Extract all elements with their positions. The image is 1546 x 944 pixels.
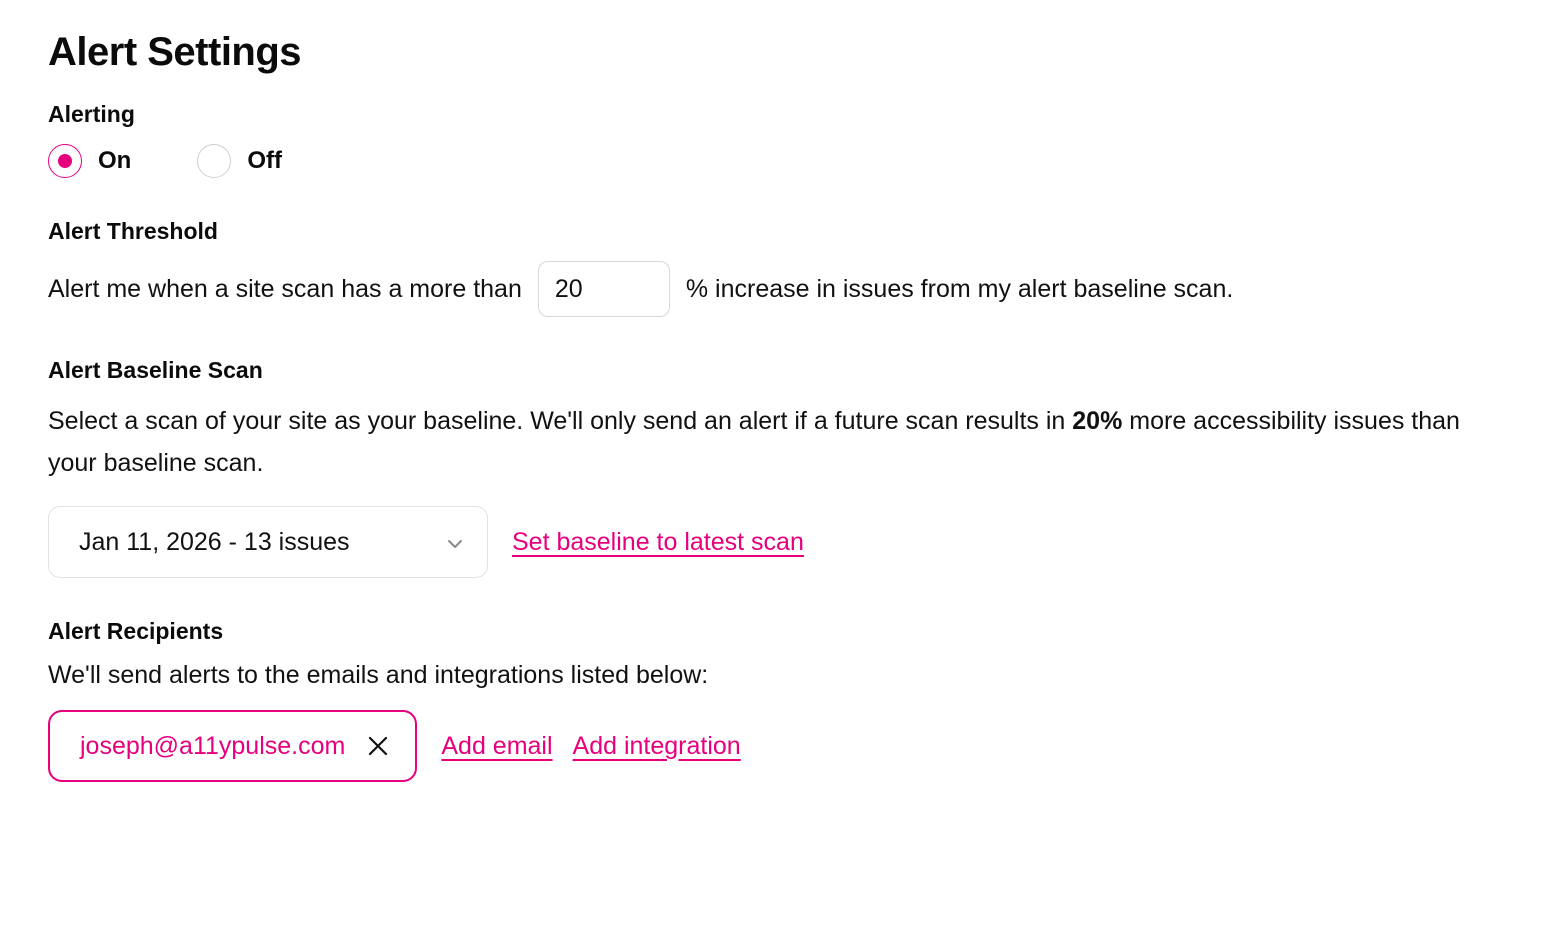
recipient-links <box>441 732 740 761</box>
recipient-chip[interactable] <box>48 710 417 782</box>
recipient-email-label: joseph@a11ypulse.com <box>80 731 346 760</box>
baseline-scan-select[interactable] <box>48 506 488 578</box>
baseline-scan-selected-value: Jan 11, 2026 - 13 issues <box>79 527 350 556</box>
alert-baseline-section <box>48 357 1498 578</box>
radio-off-icon[interactable] <box>197 144 231 178</box>
alert-baseline-controls <box>48 506 1498 578</box>
chevron-down-icon <box>445 532 465 552</box>
add-integration-link[interactable]: Add integration <box>572 731 741 760</box>
threshold-text-before: Alert me when a site scan has a more than <box>48 274 522 303</box>
alert-threshold-section <box>48 218 1498 317</box>
alert-baseline-description <box>48 400 1498 484</box>
radio-on-icon[interactable] <box>48 144 82 178</box>
threshold-text-after: % increase in issues from my alert baseline scan. <box>685 274 1234 303</box>
alerting-option-on-label: On <box>98 147 132 174</box>
baseline-desc-bold: 20% <box>1072 407 1123 435</box>
alerting-section <box>48 101 1498 178</box>
alert-baseline-heading: Alert Baseline Scan <box>48 357 263 383</box>
alert-threshold-row <box>48 261 1498 317</box>
alerting-heading: Alerting <box>48 101 135 127</box>
baseline-desc-part1: Select a scan of your site as your baseline. We'll only send an alert if a future scan results in <box>48 407 1073 435</box>
set-baseline-to-latest-scan-link[interactable]: Set baseline to latest scan <box>512 527 804 556</box>
page-title: Alert Settings <box>48 30 302 74</box>
alert-threshold-heading: Alert Threshold <box>48 218 218 244</box>
add-email-link[interactable]: Add email <box>441 731 553 760</box>
alerting-option-off-label: Off <box>247 147 282 174</box>
alerting-radio-group <box>48 144 1498 178</box>
alert-recipients-description: We'll send alerts to the emails and integrations listed below: <box>48 661 709 689</box>
alerting-option-on[interactable] <box>48 144 131 178</box>
threshold-input[interactable] <box>538 261 670 317</box>
alert-recipients-heading: Alert Recipients <box>48 618 224 644</box>
baseline-desc-part2: more accessibility issues than your baseline scan. <box>48 407 1460 477</box>
close-icon[interactable] <box>367 735 389 757</box>
alerting-option-off[interactable] <box>197 144 282 178</box>
radio-dot-icon <box>58 154 72 168</box>
alert-recipients-controls <box>48 710 1498 782</box>
alert-recipients-section <box>48 618 1498 782</box>
